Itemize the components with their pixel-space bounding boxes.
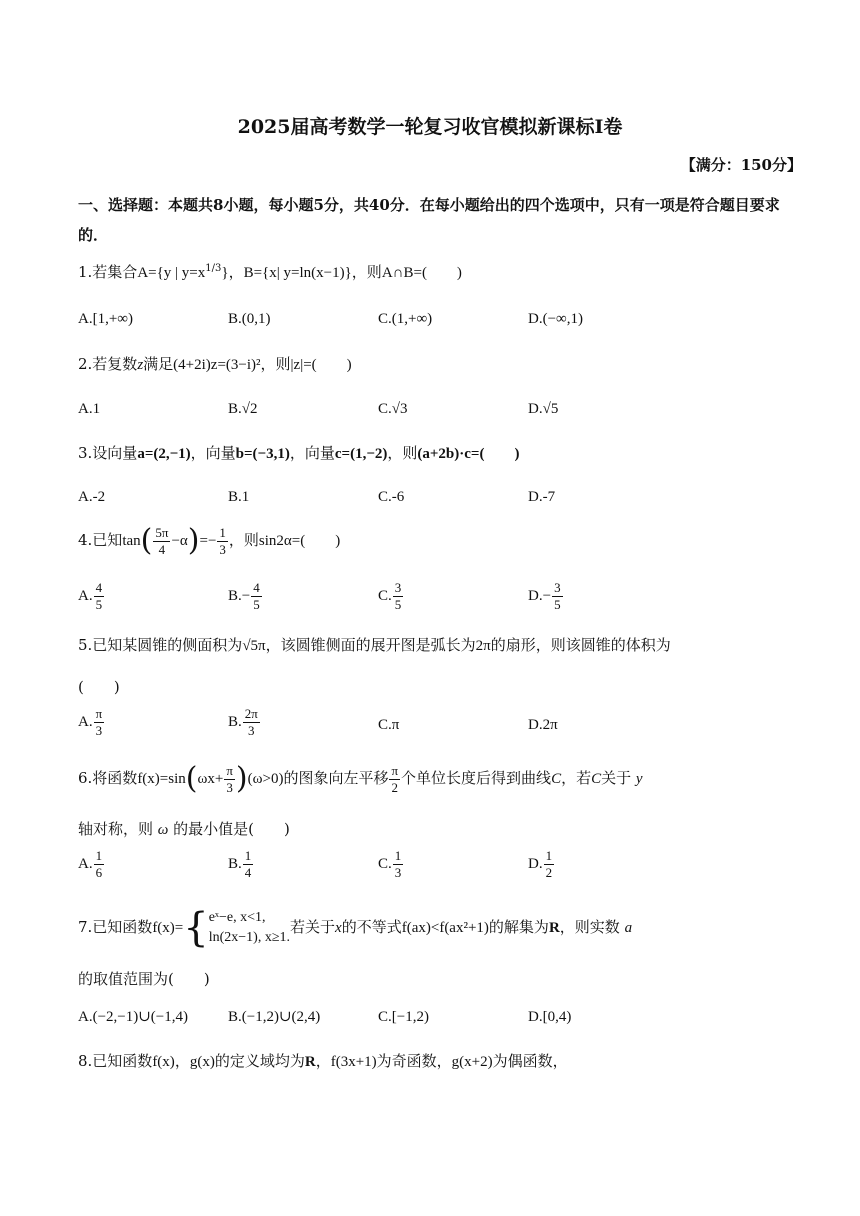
q4-option-d: D.− $\frac{3}{5}$ xyxy=(528,580,561,612)
q1-option-b: B.(0,1) xyxy=(228,311,271,327)
q5-option-d: D.2π xyxy=(528,717,558,733)
q8-even-text: 为偶函数， xyxy=(492,1052,568,1070)
q7-option-b: B.(−1,2)∪(2,4) xyxy=(228,1009,321,1025)
question-6 xyxy=(78,758,790,799)
q7-real-text: ，则实数 xyxy=(559,918,620,936)
q8-comma1: ， xyxy=(174,1052,190,1070)
q8-stem-text: 8.已知函数 xyxy=(78,1052,153,1070)
q5-stem-text: 5.已知某圆锥的侧面积为 xyxy=(78,636,243,654)
q6-y: y xyxy=(635,771,643,787)
q4-options xyxy=(78,580,790,620)
q8-f: f(x) xyxy=(152,1054,175,1070)
q6-about: 关于 xyxy=(601,769,632,787)
q7-solution-text: 的解集为 xyxy=(488,918,549,936)
q3-option-d: D.-7 xyxy=(528,489,556,505)
q7-cases: eˣ−e, x<1, ln(2x−1), x≥1. xyxy=(208,910,291,945)
q4-minus-alpha: −α xyxy=(171,533,188,549)
q6-option-a: A. $\frac{1}{6}$ xyxy=(78,848,103,880)
q7-stem-text: 7.已知函数 xyxy=(78,918,153,936)
q7-a: a xyxy=(624,920,633,936)
q7-func: f(x)= xyxy=(152,920,184,936)
question-3 xyxy=(78,442,790,465)
q5-options xyxy=(78,706,790,746)
q3-option-b: B.1 xyxy=(228,489,250,505)
q8-odd-text: 为奇函数， xyxy=(376,1052,452,1070)
q3-stem-text: 3.设向量 xyxy=(78,444,138,462)
q2-ask: |z|=( ) xyxy=(290,357,352,373)
q3-then: ，则 xyxy=(387,444,418,462)
q6-if: ，若 xyxy=(561,769,592,787)
q2-option-b: B.√2 xyxy=(228,401,258,417)
q8-g: g(x) xyxy=(189,1054,215,1070)
q7-option-a: A.(−2,−1)∪(−1,4) xyxy=(78,1009,189,1025)
q8-domain-text: 的定义域均为 xyxy=(214,1052,305,1070)
q4-option-a: A. $\frac{4}{5}$ xyxy=(78,580,103,612)
q5-option-b: B. $\frac{2\pi}{3}$ xyxy=(228,706,258,738)
section-heading: 一、选择题：本题共8小题，每小题5分，共40分．在每小题给出的四个选项中，只有一项是符合题目要求的． xyxy=(78,196,780,244)
q7-x: x xyxy=(335,920,342,936)
q5-option-a: A. $\frac{\pi}{3}$ xyxy=(78,706,103,738)
q8-gx2: g(x+2) xyxy=(451,1054,493,1070)
q2-equation: (4+2i)z=(3−i)² xyxy=(173,357,261,373)
q6-stem-text: 6.将函数 xyxy=(78,769,138,787)
q1-set-a-close: } xyxy=(221,265,229,281)
page-title: 2025届高考数学一轮复习收官模拟新课标I卷 xyxy=(237,116,623,138)
question-7 xyxy=(78,905,790,950)
q6-frac-pi-3: $\frac{\pi}{3}$ xyxy=(226,762,233,795)
q3-vector-label-c: ，向量 xyxy=(289,444,335,462)
q1-comma: ， xyxy=(228,263,244,281)
question-4 xyxy=(78,520,790,561)
q6-options xyxy=(78,848,790,888)
q2-satisfy: 满足 xyxy=(143,355,174,373)
q4-option-b: B.− $\frac{4}{5}$ xyxy=(228,580,260,612)
q2-then: ，则 xyxy=(260,355,291,373)
q7-if: 若关于 xyxy=(290,918,336,936)
q6-omega-x: ωx+ xyxy=(197,771,224,787)
question-7-line2: 的取值范围为( ) xyxy=(78,970,210,988)
q3-ask: (a+2b)·c=( ) xyxy=(417,446,520,462)
q6-func: f(x)=sin xyxy=(137,771,186,787)
q5-stem-end: 的扇形，则该圆锥的体积为 xyxy=(490,636,671,654)
q2-var-z: z xyxy=(137,357,144,373)
q6-option-c: C. $\frac{1}{3}$ xyxy=(378,848,402,880)
q7-options xyxy=(78,1006,790,1046)
q6-left-paren: ( xyxy=(185,761,198,796)
question-6-line2: 轴对称，则 ω 的最小值是( ) xyxy=(78,820,290,838)
q8-comma2: ， xyxy=(315,1052,331,1070)
q1-then: ，则 xyxy=(351,263,382,281)
question-5-line2: ( ) xyxy=(78,678,120,696)
q5-arc: 2π xyxy=(475,638,491,654)
q8-f3x1: f(3x+1) xyxy=(330,1054,377,1070)
q4-then: ，则 xyxy=(228,531,259,549)
q1-stem-text: 1.若集合 xyxy=(78,263,138,281)
q4-tan: tan xyxy=(122,533,141,549)
q3-vector-label-b: ，向量 xyxy=(190,444,236,462)
q7-inequality: f(ax)<f(ax²+1) xyxy=(401,920,489,936)
q1-option-a: A.[1,+∞) xyxy=(78,311,133,327)
question-2 xyxy=(78,353,790,376)
q4-left-paren: ( xyxy=(140,523,153,558)
q1-option-d: D.(−∞,1) xyxy=(528,311,583,327)
q7-brace: { xyxy=(183,905,209,951)
q7-option-c: C.[−1,2) xyxy=(378,1009,429,1025)
q3-vector-c: c=(1,−2) xyxy=(334,446,388,462)
q4-ask: sin2α=( ) xyxy=(258,533,341,549)
q7-inequality-text: 的不等式 xyxy=(341,918,402,936)
q2-options xyxy=(78,398,790,438)
q3-option-c: C.-6 xyxy=(378,489,405,505)
q7-option-d: D.[0,4) xyxy=(528,1009,572,1025)
q6-curve-c: C xyxy=(551,771,562,787)
q4-stem-text: 4.已知 xyxy=(78,531,123,549)
q3-vector-b: b=(−3,1) xyxy=(235,446,290,462)
q6-unit-text: 个单位长度后得到曲线 xyxy=(401,769,552,787)
full-score-label: 【满分：150分】 xyxy=(680,156,802,174)
q4-frac-1-3: $\frac{1}{3}$ xyxy=(219,524,226,557)
q1-ask: A∩B=( ) xyxy=(381,265,462,281)
q6-shift-text: 的图象向左平移 xyxy=(283,769,389,787)
q8-R: R xyxy=(304,1054,316,1070)
q6-condition: (ω>0) xyxy=(247,771,284,787)
q2-option-c: C.√3 xyxy=(378,401,408,417)
q6-frac-pi-2: $\frac{\pi}{2}$ xyxy=(391,762,399,795)
question-8 xyxy=(78,1050,790,1073)
q4-equals: =− xyxy=(199,533,217,549)
question-5 xyxy=(78,634,790,657)
q6-right-paren: ) xyxy=(235,761,248,796)
q4-option-c: C. $\frac{3}{5}$ xyxy=(378,580,402,612)
q2-option-a: A.1 xyxy=(78,401,101,417)
q1-set-b: B={x| y=ln(x−1)} xyxy=(243,265,352,281)
q1-set-a: A={y | y=x xyxy=(137,265,206,281)
q6-option-d: D. $\frac{1}{2}$ xyxy=(528,848,553,880)
q2-option-d: D.√5 xyxy=(528,401,559,417)
q5-option-c: C.π xyxy=(378,717,400,733)
q3-vector-a: a=(2,−1) xyxy=(137,446,191,462)
q2-stem-text: 2.若复数 xyxy=(78,355,138,373)
q1-options xyxy=(78,308,790,348)
q1-option-c: C.(1,+∞) xyxy=(378,311,433,327)
q6-option-b: B. $\frac{1}{4}$ xyxy=(228,848,252,880)
q3-option-a: A.-2 xyxy=(78,489,106,505)
q4-right-paren: ) xyxy=(187,523,200,558)
q6-curve-c2: C xyxy=(591,771,602,787)
q5-area: √5π xyxy=(242,638,266,654)
question-1 xyxy=(78,258,790,284)
q4-frac-5pi-4: $\frac{5\pi}{4}$ xyxy=(155,524,169,557)
q5-stem-mid: ，该圆锥侧面的展开图是弧长为 xyxy=(265,636,476,654)
q7-R: R xyxy=(548,920,560,936)
q1-exponent: 1/3 xyxy=(205,263,222,274)
